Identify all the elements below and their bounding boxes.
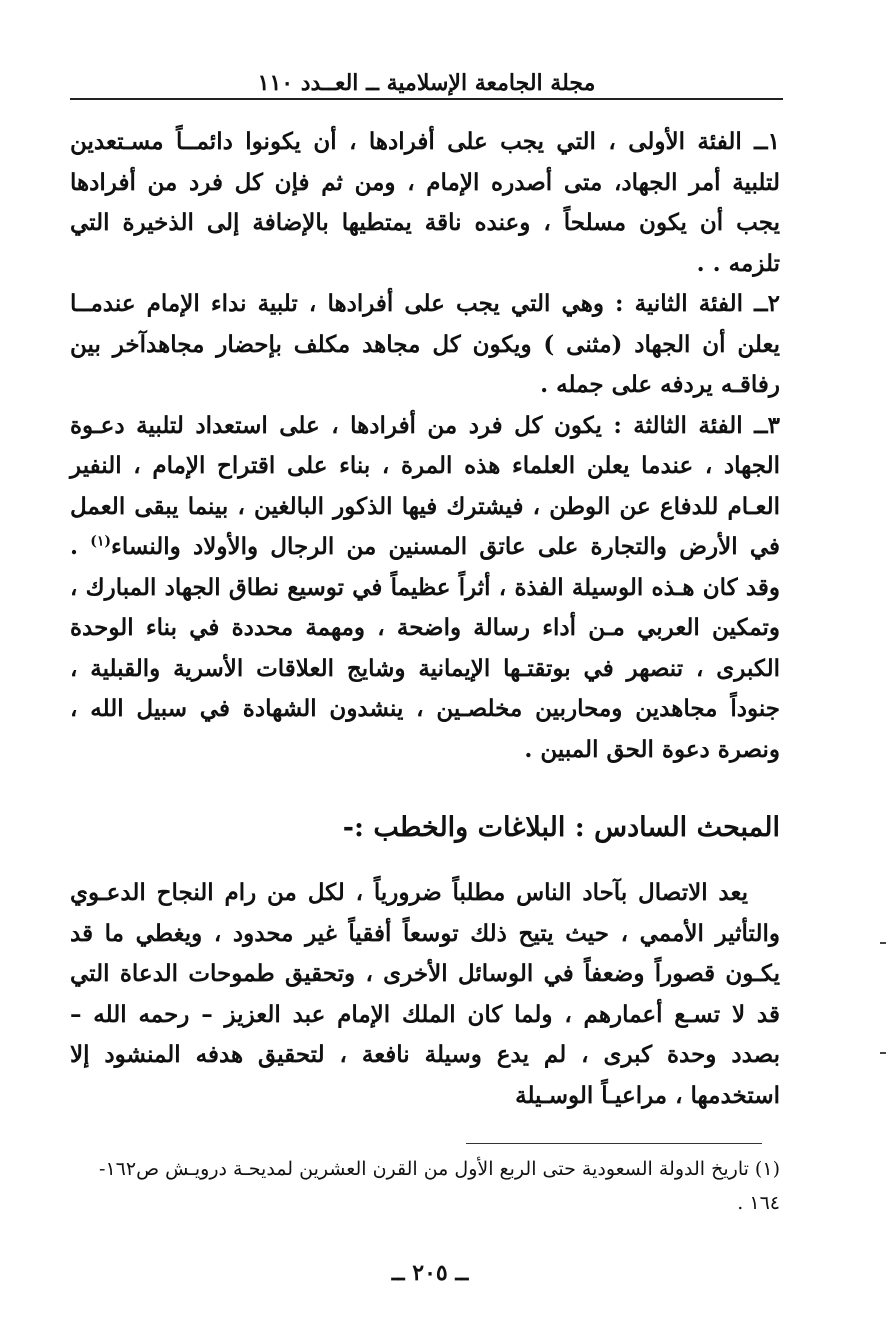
paragraph-three-text-a: ٣ــ الفئة الثالثة : يكون كل فرد من أفرادها ، على استعداد لتلبية دعـوة الجهاد ، عندما يعلن العلماء هذه المرة ، بناء على اقتراح الإمام ، النفير العـام للدفاع عن الوطن ، فيشترك فيها الذكور البالغين ، بينما يبقى العمل في الأرض والتجارة على عاتق المسنين من الرجال والأولاد والنساء	[70, 411, 780, 560]
section-heading: المبحث السادس : البلاغات والخطب :-	[342, 812, 780, 843]
margin-mark	[880, 942, 886, 944]
paragraph-category-three	[70, 406, 780, 771]
page-number: ــ ٢٠٥ ــ	[391, 1260, 469, 1286]
paragraph-communications: يعد الاتصال بآحاد الناس مطلباً ضرورياً ، لكل من رام النجاح الدعـوي والتأثير الأممي ، حيث يتيح ذلك توسعاً أفقياً غير محدود ، ويغطي ما قد يكـون قصوراً وضعفاً في الوسائل الأخرى ، وتحقيق طموحات الدعاة التي قد لا تسـع أعمارهم ، ولما كان الملك الإمام عبد العزيز – رحمه الله – بصدد وحدة كبرى ، لم يدع وسيلة نافعة ، لتحقيق هدفه المنشود إلا استخدمها ، مراعيـاً الوسـيلة	[70, 879, 780, 1109]
footnote-reference: (١)	[90, 533, 111, 550]
body-text-upper	[70, 122, 780, 770]
footnote-line-1: (١) تاريخ الدولة السعودية حتى الربع الأول من القرن العشرين لمديحـة درويـش ص١٦٢-	[99, 1158, 780, 1180]
footnote-line-2: ١٦٤ .	[737, 1192, 780, 1214]
running-header: مجلة الجامعة الإسلامية ــ العــدد ١١٠	[257, 70, 596, 96]
header-rule	[70, 98, 783, 100]
paragraph-category-one: ١ــ الفئة الأولى ، التي يجب على أفرادها ، أن يكونوا دائمــاً مسـتعدين لتلبية أمر الجهاد، متى أصدره الإمام ، ومن ثم فإن كل فرد من أفرادها يجب أن يكون مسلحاً ، وعنده ناقة يمتطيها بالإضافة إلى الذخيرة التي تلزمه . .	[70, 128, 780, 277]
footnote	[70, 1152, 780, 1220]
paragraph-three-text-b: . وقد كان هـذه الوسيلة الفذة ، أثراً عظيماً في توسيع نطاق الجهاد المبارك ، وتمكين العربي مـن أداء رسالة واضحة ، ومهمة محددة في بناء الوحدة الكبرى ، تنصهر في بوتقتـها الإيمانية وشايج العلاقات الأسرية والقبلية ، جنوداً مجاهدين ومحاربين مخلصـين ، ينشدون الشهادة في سبيل الله ، ونصرة دعوة الحق المبين .	[70, 533, 780, 763]
footnote-rule	[466, 1143, 762, 1144]
paragraph-category-two: ٢ــ الفئة الثانية : وهي التي يجب على أفرادها ، تلبية نداء الإمام عندمــا يعلن أن الجهاد (مثنى ) ويكون كل مجاهد مكلف بإحضار مجاهدآخر بين رفاقـه يردفه على جمله .	[70, 290, 780, 398]
body-text-lower	[70, 873, 780, 1116]
margin-mark	[880, 1052, 886, 1054]
